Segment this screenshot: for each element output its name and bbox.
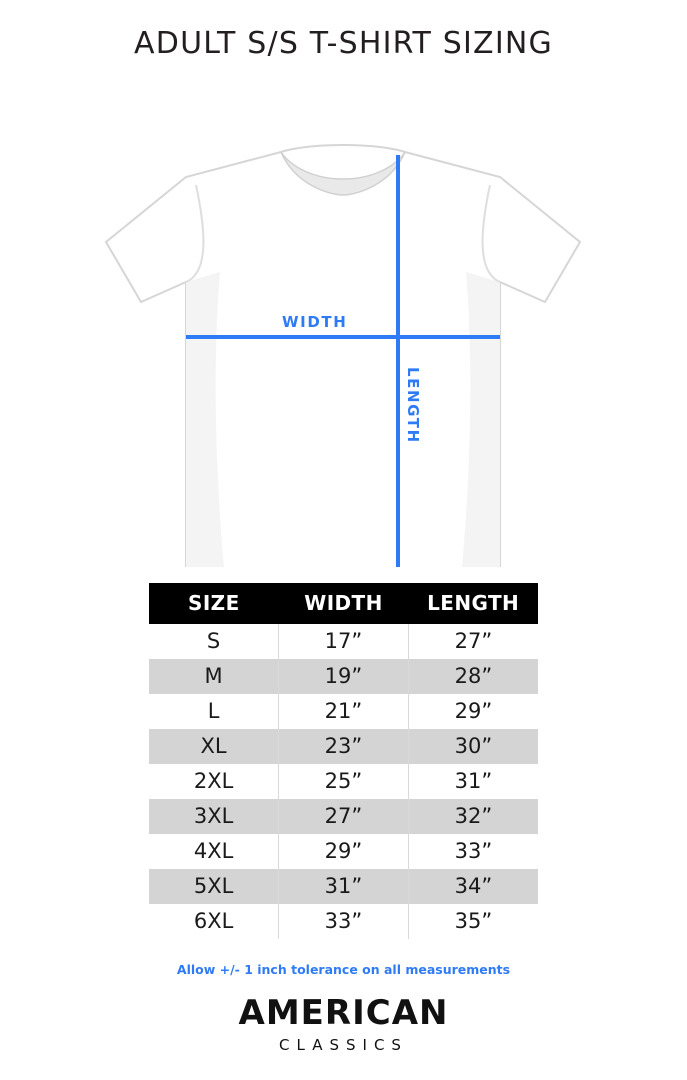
shirt-body-shape	[106, 145, 580, 567]
cell-size: L	[149, 694, 279, 729]
cell-length: 27”	[408, 624, 538, 659]
table-header-row	[149, 583, 538, 624]
cell-size: S	[149, 624, 279, 659]
page-title: ADULT S/S T-SHIRT SIZING	[134, 26, 553, 61]
cell-size: M	[149, 659, 279, 694]
size-table-container	[149, 583, 538, 939]
cell-size: XL	[149, 729, 279, 764]
cell-size: 2XL	[149, 764, 279, 799]
cell-length: 28”	[408, 659, 538, 694]
cell-width: 31”	[279, 869, 409, 904]
width-label: WIDTH	[282, 313, 348, 331]
table-row	[149, 799, 538, 834]
cell-length: 30”	[408, 729, 538, 764]
table-row	[149, 834, 538, 869]
cell-width: 33”	[279, 904, 409, 939]
table-row	[149, 904, 538, 939]
cell-width: 23”	[279, 729, 409, 764]
table-row	[149, 869, 538, 904]
cell-width: 29”	[279, 834, 409, 869]
cell-width: 21”	[279, 694, 409, 729]
brand-tagline: CLASSICS	[279, 1036, 408, 1054]
header-length: LENGTH	[408, 583, 538, 624]
table-row	[149, 764, 538, 799]
cell-width: 19”	[279, 659, 409, 694]
cell-size: 4XL	[149, 834, 279, 869]
table-row	[149, 729, 538, 764]
table-row	[149, 624, 538, 659]
cell-length: 33”	[408, 834, 538, 869]
cell-width: 25”	[279, 764, 409, 799]
header-size: SIZE	[149, 583, 279, 624]
header-width: WIDTH	[279, 583, 409, 624]
size-table	[149, 583, 538, 939]
tshirt-diagram	[0, 67, 687, 567]
tolerance-note: Allow +/- 1 inch tolerance on all measurements	[176, 962, 511, 977]
cell-size: 6XL	[149, 904, 279, 939]
cell-width: 17”	[279, 624, 409, 659]
cell-length: 32”	[408, 799, 538, 834]
cell-length: 31”	[408, 764, 538, 799]
cell-size: 5XL	[149, 869, 279, 904]
cell-length: 34”	[408, 869, 538, 904]
brand-name: AMERICAN	[238, 993, 449, 1033]
brand-logo	[0, 993, 687, 1054]
length-label: LENGTH	[404, 367, 422, 444]
cell-size: 3XL	[149, 799, 279, 834]
table-row	[149, 659, 538, 694]
cell-length: 35”	[408, 904, 538, 939]
cell-length: 29”	[408, 694, 538, 729]
cell-width: 27”	[279, 799, 409, 834]
table-row	[149, 694, 538, 729]
